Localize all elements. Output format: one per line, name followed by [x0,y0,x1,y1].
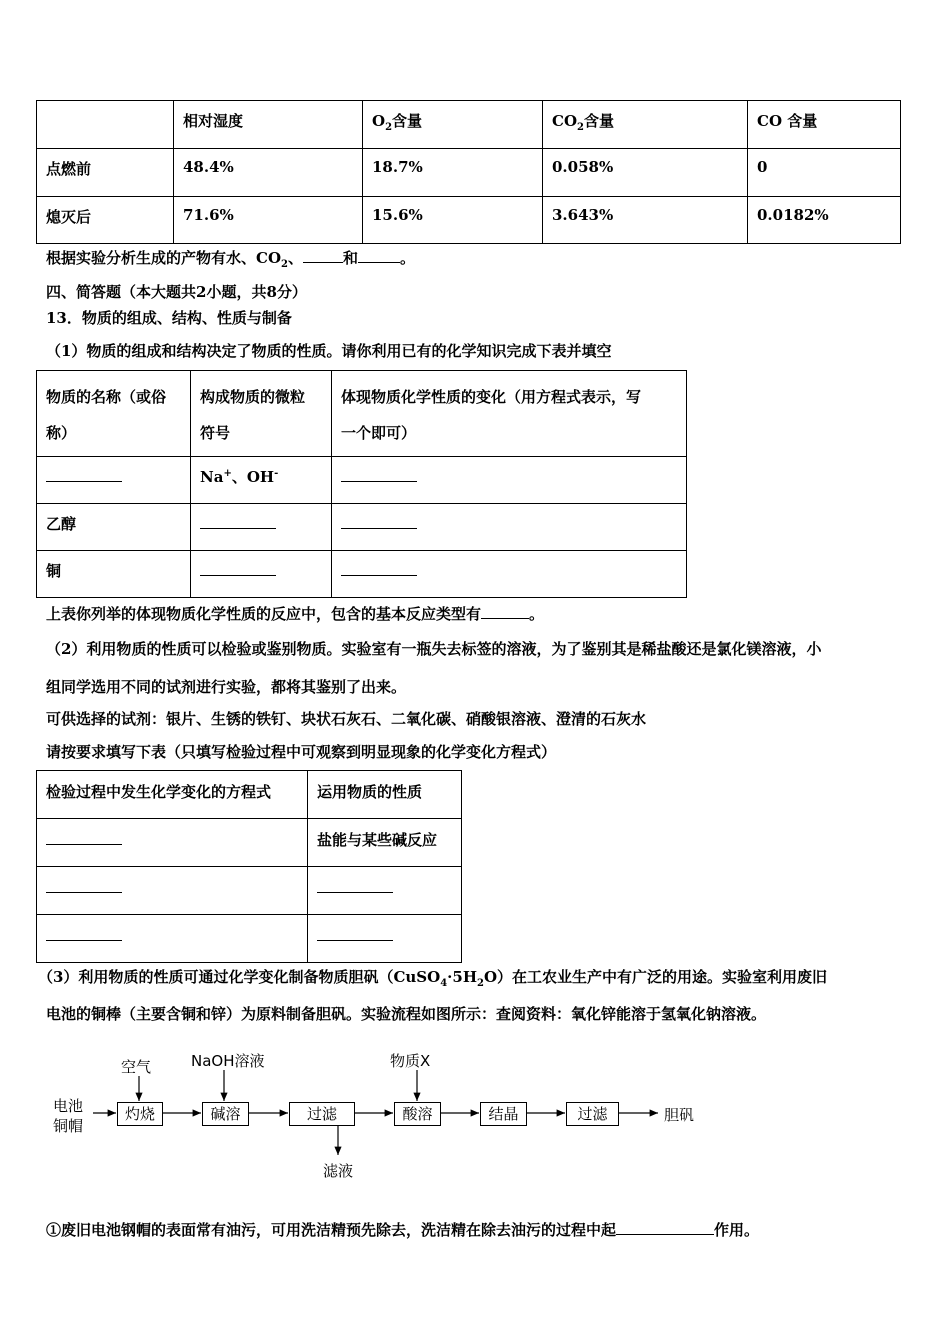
table-row: 盐能与某些碱反应 [37,819,462,867]
flow-step-acid-dissolve: 酸溶 [394,1102,441,1126]
table-row: 相对湿度 $O_2$含量 $CO_2$含量 CO 含量 [37,101,901,149]
question-13-3-line1: （3）利用物质的性质可通过化学变化制备物质胆矾$(CuSO_4\cdot 5H_2O)$在工农业生产中有广泛的用途。实验室利用废旧 [38,968,828,989]
flow-step-alkali-dissolve: 碱溶 [202,1102,249,1126]
table-row: 点燃前 48.4% 18.7% 0.058% 0 [37,149,901,197]
products-question: 根据实验分析生成的产物有水、$CO_2$、 和 。 [46,249,416,270]
question-13-title: 13．物质的组成、结构、性质与制备 [46,309,292,327]
flow-step-filter-1: 过滤 [289,1102,355,1126]
sub-question-1: ①废旧电池钢帽的表面常有油污，可用洗洁精预先除去，洗洁精在除去油污的过程中起 作用。 [46,1221,760,1239]
table-row: 乙醇 [37,504,687,551]
flow-step-roast: 灼烧 [117,1102,163,1126]
flow-start-label: 电池 铜帽 [53,1097,84,1135]
flow-step-crystallize: 结晶 [480,1102,527,1126]
flow-step-filter-2: 过滤 [566,1102,619,1126]
flow-input-naoh: NaOH溶液 [191,1052,265,1070]
table-row: 检验过程中发生化学变化的方程式 运用物质的性质 [37,771,462,819]
reagent-list: 可供选择的试剂：银片、生锈的铁钉、块状石灰石、二氧化碳、硝酸银溶液、澄清的石灰水 [46,710,647,728]
flow-output-filtrate: 滤液 [323,1162,354,1180]
section-heading: 四、简答题（本大题共2小题，共8分） [46,283,307,301]
question-13-3-line2: 电池的铜棒（主要含铜和锌）为原料制备胆矾。实验流程如图所示：查阅资料：氧化锌能溶于氢氧化钠溶液。 [46,1005,767,1023]
table-instruction: 请按要求填写下表（只填写检验过程中可观察到明显现象的化学变化方程式） [46,743,557,761]
table-row: 熄灭后 71.6% 15.6% 3.643% 0.0182% [37,197,901,244]
reaction-type-question: 上表你列举的体现物质化学性质的反应中，包含的基本反应类型有 。 [46,605,545,623]
answer-blank[interactable] [616,1220,714,1235]
flow-input-air: 空气 [121,1058,152,1076]
table-row: 铜 [37,551,687,598]
table-row: Na+、OH- [37,457,687,504]
question-13-1: （1）物质的组成和结构决定了物质的性质。请你利用已有的化学知识完成下表并填空 [46,342,612,360]
question-13-2-line1: （2）利用物质的性质可以检验或鉴别物质。实验室有一瓶失去标签的溶液，为了鉴别其是稀盐酸还是氯化镁溶液，小 [46,640,822,658]
flow-end-label: 胆矾 [664,1106,695,1124]
question-13-2-line2: 组同学选用不同的试剂进行实验，都将其鉴别了出来。 [46,678,407,696]
table-row: 物质的名称（或俗 称） 构成物质的微粒 符号 体现物质化学性质的变化（用方程式表示，写 一个即可） [37,371,687,457]
flow-input-x: 物质X [390,1052,431,1070]
